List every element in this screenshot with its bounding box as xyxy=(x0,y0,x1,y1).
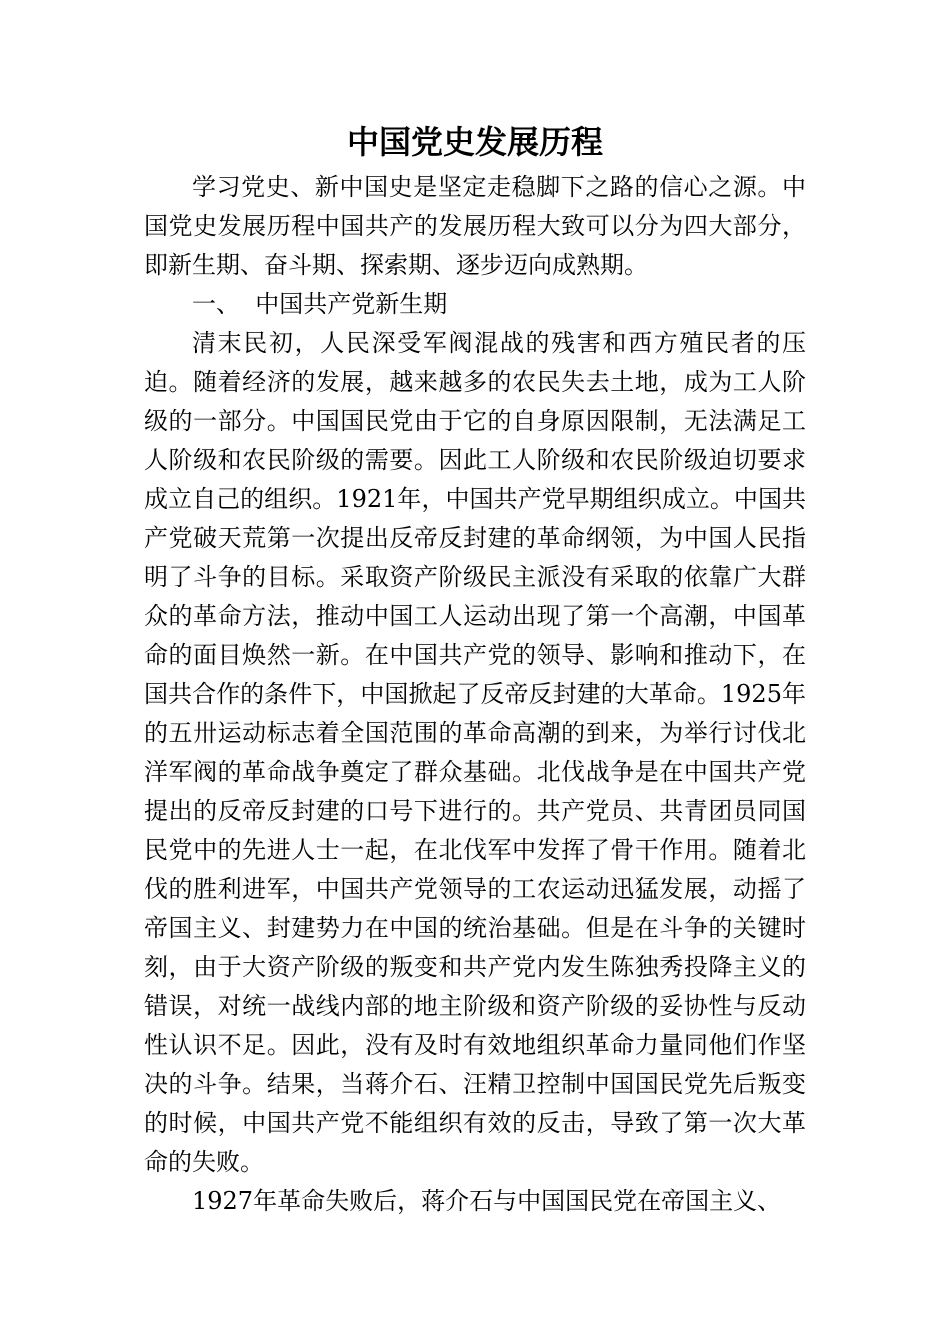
document-body xyxy=(144,168,806,1221)
body-paragraph-1: 清末民初，人民深受军阀混战的残害和西方殖民者的压迫。随着经济的发展，越来越多的农民失去土地，成为工人阶级的一部分。中国国民党由于它的自身原因限制，无法满足工人阶级和农民阶级的需要。因此工人阶级和农民阶级迫切要求成立自己的组织。1921年，中国共产党早期组织成立。中国共产党破天荒第一次提出反帝反封建的革命纲领，为中国人民指明了斗争的目标。采取资产阶级民主派没有采取的依靠广大群众的革命方法，推动中国工人运动出现了第一个高潮，中国革命的面目焕然一新。在中国共产党的领导、影响和推动下，在国共合作的条件下，中国掀起了反帝反封建的大革命。1925年的五卅运动标志着全国范围的革命高潮的到来，为举行讨伐北洋军阀的革命战争奠定了群众基础。北伐战争是在中国共产党提出的反帝反封建的口号下进行的。共产党员、共青团员同国民党中的先进人士一起，在北伐军中发挥了骨干作用。随着北伐的胜利进军，中国共产党领导的工农运动迅猛发展，动摇了帝国主义、封建势力在中国的统治基础。但是在斗争的关键时刻，由于大资产阶级的叛变和共产党内发生陈独秀投降主义的错误，对统一战线内部的地主阶级和资产阶级的妥协性与反动性认识不足。因此，没有及时有效地组织革命力量同他们作坚决的斗争。结果，当蒋介石、汪精卫控制中国国民党先后叛变的时候，中国共产党不能组织有效的反击，导致了第一次大革命的失败。 xyxy=(144,329,806,1176)
intro-paragraph: 学习党史、新中国史是坚定走稳脚下之路的信心之源。中国党史发展历程中国共产的发展历程大致可以分为四大部分，即新生期、奋斗期、探索期、逐步迈向成熟期。 xyxy=(144,173,806,279)
section-heading: 一、 中国共产党新生期 xyxy=(192,290,448,318)
document-title: 中国党史发展历程 xyxy=(346,123,603,161)
body-paragraph-2: 1927年革命失败后，蒋介石与中国国民党在帝国主义、 xyxy=(192,1187,782,1215)
